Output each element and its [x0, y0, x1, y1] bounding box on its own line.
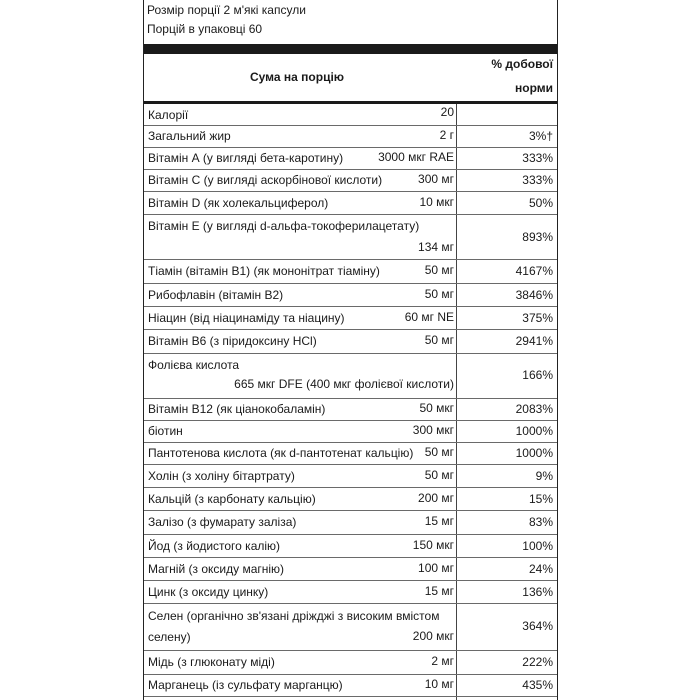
nutrient-name: Фолієва кислота — [148, 358, 240, 372]
nutrient-row — [144, 147, 557, 170]
daily-value-header-line1: % добової — [491, 57, 553, 71]
nutrient-daily-value: 375% — [522, 311, 553, 325]
nutrient-daily-value: 4167% — [515, 264, 553, 278]
nutrient-row — [144, 580, 557, 604]
thick-divider — [144, 44, 557, 54]
nutrient-row — [144, 674, 557, 697]
nutrient-daily-value: 83% — [528, 515, 553, 529]
nutrient-daily-value: 435% — [522, 678, 553, 692]
amount-per-serving-header: Сума на порцію — [250, 70, 345, 84]
nutrient-amount: 300 мг — [418, 172, 454, 186]
nutrient-daily-value: 24% — [528, 562, 553, 576]
nutrient-daily-value: 333% — [522, 173, 553, 187]
nutrient-name: Тіамін (вітамін В1) (як мононітрат тіаміну) — [148, 264, 380, 278]
nutrient-amount: 15 мг — [424, 584, 454, 598]
nutrient-row — [144, 283, 557, 307]
nutrient-row — [144, 191, 557, 215]
nutrient-amount: 150 мкг — [412, 538, 454, 552]
nutrient-daily-value: 2083% — [515, 402, 553, 416]
nutrient-amount: 200 мг — [418, 491, 454, 505]
nutrient-amount: 50 мг — [424, 445, 454, 459]
nutrient-name: Вітамін D (як холекальциферол) — [148, 196, 329, 210]
nutrient-amount: 10 мг — [424, 677, 454, 691]
nutrient-amount: 50 мг — [424, 468, 454, 482]
nutrient-name: Мідь (з глюконату міді) — [148, 655, 275, 669]
nutrient-daily-value: 166% — [522, 368, 553, 382]
nutrient-row — [144, 306, 557, 330]
nutrient-amount: 100 мг — [418, 561, 454, 575]
nutrient-daily-value: 893% — [522, 230, 553, 244]
nutrient-amount: 134 мг — [418, 240, 454, 254]
nutrient-daily-value: 1000% — [515, 446, 553, 460]
nutrient-daily-value: 222% — [522, 655, 553, 669]
nutrient-name: Рибофлавін (вітамін В2) — [148, 288, 284, 302]
nutrient-row — [144, 650, 557, 675]
nutrient-row — [144, 398, 557, 421]
nutrient-name: Вітамін В6 (з піридоксину HCl) — [148, 334, 317, 348]
nutrient-amount: 50 мг — [424, 263, 454, 277]
serving-size: Розмір порції 2 м'які капсули — [147, 3, 306, 17]
nutrient-amount: 50 мг — [424, 333, 454, 347]
nutrient-row — [144, 329, 557, 354]
nutrient-amount: 20 — [440, 105, 454, 119]
nutrient-daily-value: 3%† — [528, 129, 553, 143]
nutrient-row — [144, 214, 557, 260]
supplement-facts-panel — [143, 0, 558, 700]
nutrient-daily-value: 2941% — [515, 334, 553, 348]
nutrient-name: Цинк (з оксиду цинку) — [148, 585, 269, 599]
servings-per-container: Порцій в упаковці 60 — [147, 22, 263, 36]
nutrient-amount: 50 мг — [424, 287, 454, 301]
nutrient-row — [144, 169, 557, 192]
nutrient-name: Кальцій (з карбонату кальцію) — [148, 492, 316, 506]
nutrient-row — [144, 534, 557, 558]
nutrient-name: Марганець (із сульфату марганцю) — [148, 678, 343, 692]
nutrient-name-line1: Селен (органічно зв'язані дріжджі з високим вмістом — [148, 609, 440, 623]
nutrient-name: біотин — [148, 424, 183, 438]
nutrient-row — [144, 259, 557, 284]
nutrient-name: Вітамін Е (у вигляді d-альфа-токоферилацетату) — [148, 219, 420, 233]
daily-value-header-line2: норми — [514, 81, 553, 95]
nutrient-name: Йод (з йодистого калію) — [148, 539, 281, 553]
nutrient-amount: 665 мкг DFE (400 мкг фолієвої кислоти) — [234, 377, 454, 391]
nutrient-amount: 300 мкг — [412, 423, 454, 437]
nutrient-daily-value: 1000% — [515, 424, 553, 438]
nutrient-amount: 200 мкг — [412, 629, 454, 643]
nutrient-amount: 2 г — [439, 128, 454, 142]
nutrient-name: Ніацин (від ніацинаміду та ніацину) — [148, 311, 345, 325]
nutrient-row — [144, 557, 557, 581]
nutrient-name: Магній (з оксиду магнію) — [148, 562, 285, 576]
nutrient-name: Залізо (з фумарату заліза) — [148, 515, 297, 529]
nutrient-daily-value: 333% — [522, 151, 553, 165]
nutrient-row — [144, 125, 557, 148]
nutrient-name: Вітамін С (у вигляді аскорбінової кислоти) — [148, 173, 383, 187]
nutrient-name: Калорії — [148, 108, 189, 122]
nutrient-amount: 60 мг NE — [404, 310, 454, 324]
nutrient-amount: 10 мкг — [419, 195, 454, 209]
nutrient-amount: 2 мг — [431, 654, 454, 668]
nutrient-row — [144, 464, 557, 488]
nutrient-daily-value: 3846% — [515, 288, 553, 302]
nutrient-amount: 50 мкг — [419, 401, 454, 415]
nutrient-daily-value: 100% — [522, 539, 553, 553]
nutrient-name: Загальний жир — [148, 129, 231, 143]
nutrient-amount: 15 мг — [424, 514, 454, 528]
nutrient-daily-value: 9% — [535, 469, 553, 483]
nutrient-row — [144, 603, 557, 651]
nutrient-name: Вітамін В12 (як ціанокобаламін) — [148, 402, 326, 416]
nutrient-name: Вітамін А (у вигляді бета-каротину) — [148, 151, 344, 165]
nutrient-daily-value: 364% — [522, 619, 553, 633]
nutrient-row — [144, 510, 557, 535]
nutrient-daily-value: 136% — [522, 585, 553, 599]
nutrient-amount: 3000 мкг RAE — [378, 150, 454, 164]
nutrient-row — [144, 353, 557, 399]
nutrient-row — [144, 442, 557, 465]
nutrient-name: Холін (з холіну бітартрату) — [148, 469, 295, 483]
nutrient-daily-value: 15% — [528, 492, 553, 506]
nutrient-name-line2: селену) — [148, 630, 191, 644]
nutrient-row — [144, 420, 557, 443]
nutrient-row — [144, 487, 557, 511]
nutrient-row — [144, 104, 557, 126]
nutrient-name: Пантотенова кислота (як d-пантотенат кальцію) — [148, 446, 414, 460]
nutrient-daily-value: 50% — [528, 196, 553, 210]
